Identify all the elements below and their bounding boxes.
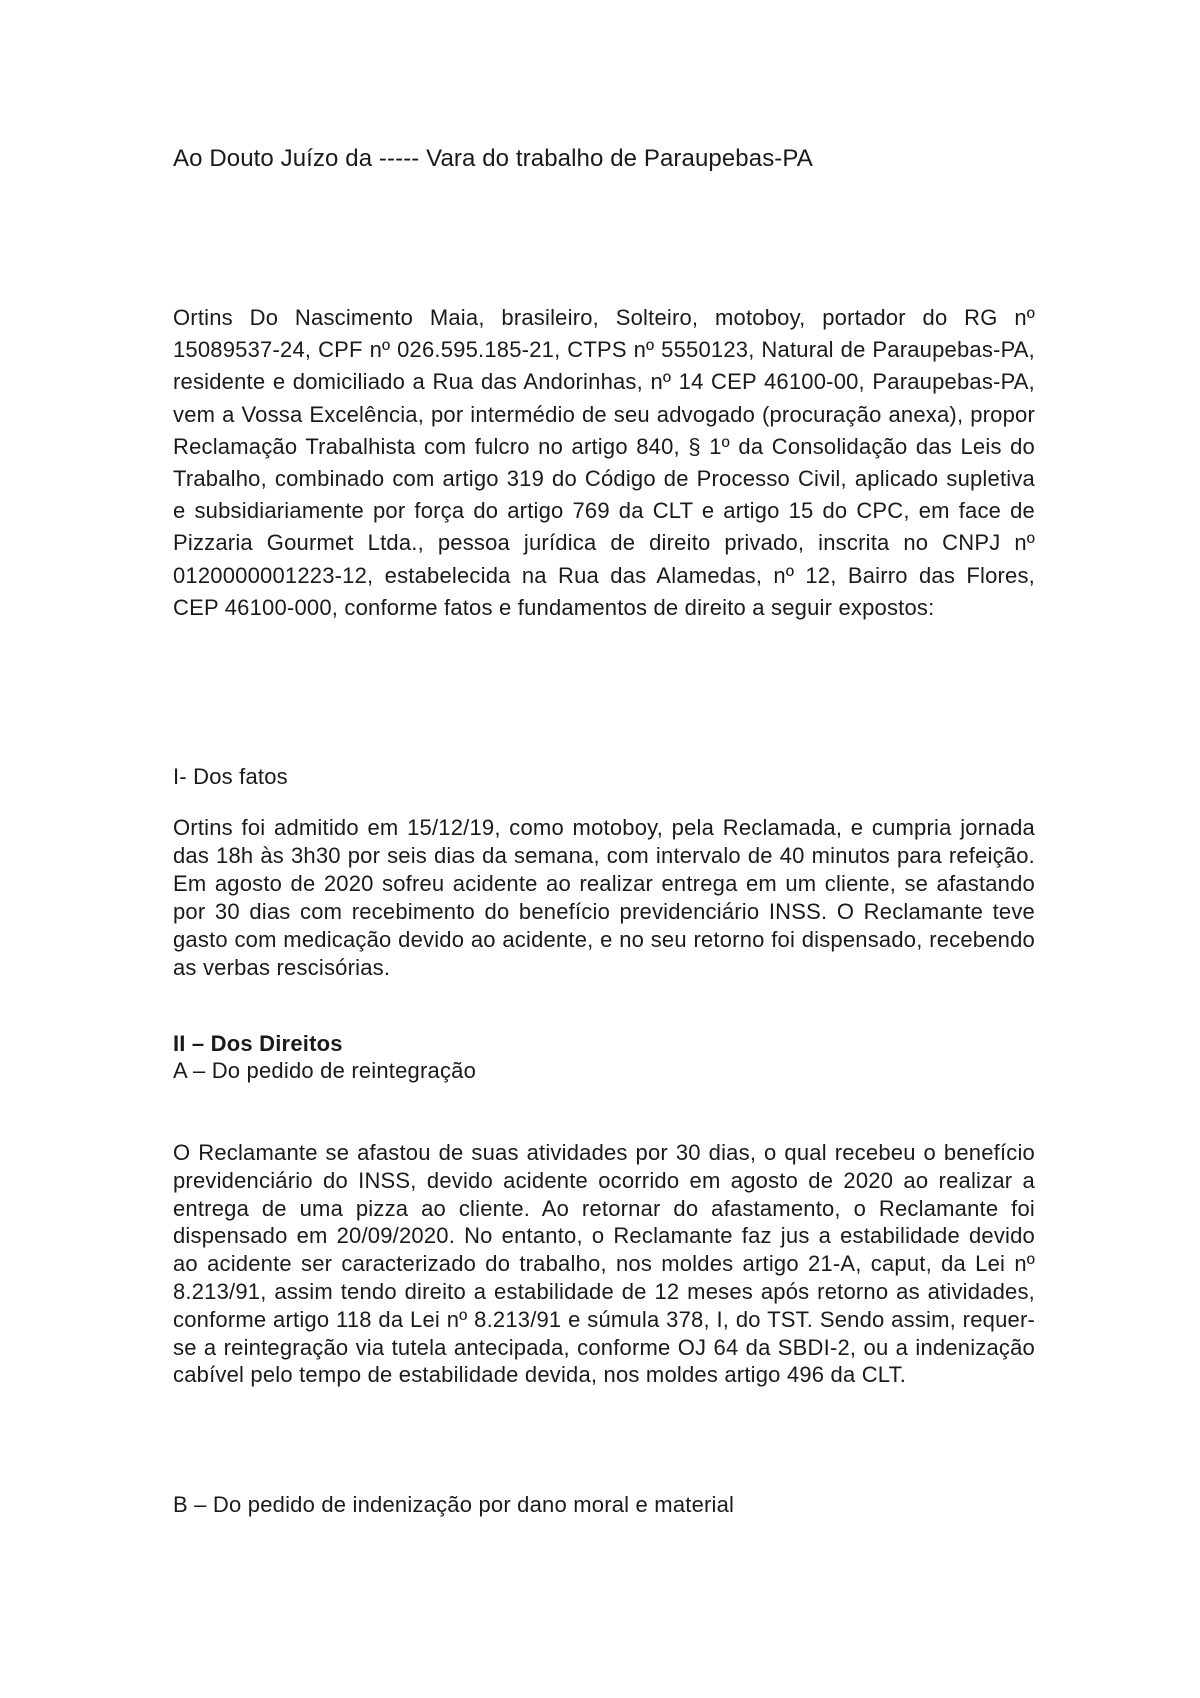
reintegracao-paragraph: O Reclamante se afastou de suas atividades por 30 dias, o qual recebeu o benefício previdenciário do INSS, devido acidente ocorrido em agosto de 2020 ao realizar a entrega de uma pizza ao cliente. Ao retornar do afastamento, o Reclamante foi dispensado em 20/09/2020. No entanto, o Reclamante faz jus a estabilidade devido ao acidente ser caracterizado do trabalho, nos moldes artigo 21-A, caput, da Lei nº 8.213/91, assim tendo direito a estabilidade de 12 meses após retorno as atividades, conforme artigo 118 da Lei nº 8.213/91 e súmula 378, I, do TST. Sendo assim, requer-se a reintegração via tutela antecipada, conforme OJ 64 da SBDI-2, ou a indenização cabível pelo tempo de estabilidade devida, nos moldes artigo 496 da CLT. xyxy=(173,1140,1035,1388)
subsection-heading-dano-moral-material: B – Do pedido de indenização por dano moral e material xyxy=(173,1492,735,1517)
document-title: Ao Douto Juízo da ----- Vara do trabalho de Paraupebas-PA xyxy=(173,145,813,172)
intro-paragraph: Ortins Do Nascimento Maia, brasileiro, Solteiro, motoboy, portador do RG nº 15089537-24, CPF nº 026.595.185-21, CTPS nº 5550123, Natural de Paraupebas-PA, residente e domiciliado a Rua das Andorinhas, nº 14 CEP 46100-00, Paraupebas-PA, vem a Vossa Excelência, por intermédio de seu advogado (procuração anexa), propor Reclamação Trabalhista com fulcro no artigo 840, § 1º da Consolidação das Leis do Trabalho, combinado com artigo 319 do Código de Processo Civil, aplicado supletiva e subsidiariamente por força do artigo 769 da CLT e artigo 15 do CPC, em face de Pizzaria Gourmet Ltda., pessoa jurídica de direito privado, inscrita no CNPJ nº 0120000001223-12, estabelecida na Rua das Alamedas, nº 12, Bairro das Flores, CEP 46100-000, conforme fatos e fundamentos de direito a seguir expostos: xyxy=(173,305,1035,620)
fatos-paragraph: Ortins foi admitido em 15/12/19, como motoboy, pela Reclamada, e cumpria jornada das 18h às 3h30 por seis dias da semana, com intervalo de 40 minutos para refeição. Em agosto de 2020 sofreu acidente ao realizar entrega em um cliente, se afastando por 30 dias com recebimento do benefício previdenciário INSS. O Reclamante teve gasto com medicação devido ao acidente, e no seu retorno foi dispensado, recebendo as verbas rescisórias. xyxy=(173,815,1035,980)
section-heading-fatos: I- Dos fatos xyxy=(173,764,288,789)
section-heading-direitos: II – Dos Direitos xyxy=(173,1031,343,1056)
subsection-heading-reintegracao: A – Do pedido de reintegração xyxy=(173,1058,477,1083)
